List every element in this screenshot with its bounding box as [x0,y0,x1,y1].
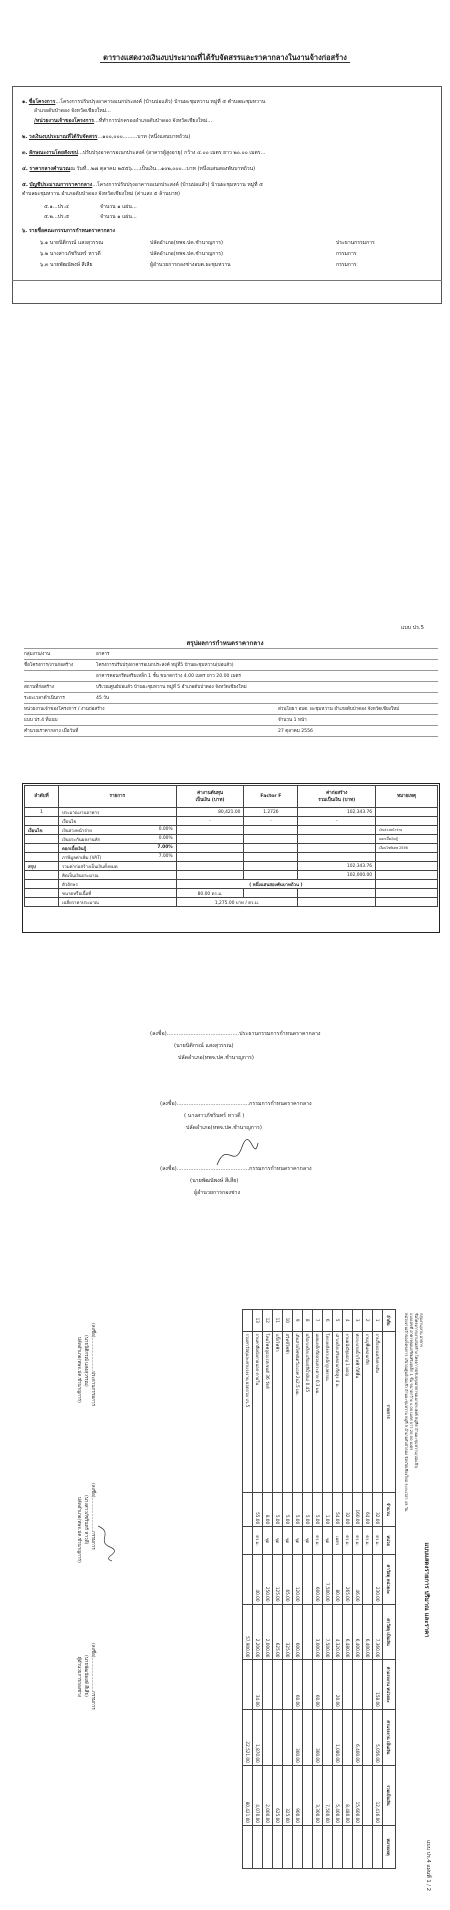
table-cell: ท่อระบายน้ำ/ไฟฟ้าใต้พื้น [353,1331,363,1492]
table-cell: 600.00 [293,1604,303,1660]
table-cell: ชุด [323,1527,333,1555]
page1-title: ตารางแสดงวงเงินงบประมาณที่ได้รับจัดสรรและราคากลางในงานจ้างก่อสร้าง [103,53,347,62]
table-row [263,1310,273,1869]
table-cell [363,1709,373,1765]
table-cell: 900.00 [293,1765,303,1825]
table-cell: ตร.ม. [373,1527,383,1555]
table-cell: 5.00 [303,1492,313,1526]
table-cell: 625.00 [273,1604,283,1660]
table-cell: 230.00 [373,1555,383,1604]
table-cell [243,1492,253,1526]
table-row [303,1310,313,1869]
table-cell: 2,200.00 [253,1604,263,1660]
info-row: ชื่อโครงการ/งานก่อสร้าง โครงการปรับปรุงอาคารอเนกประสงค์ หมู่ที่5 บ้านผะชุมหวาน(บ่อแส้ว) [24,660,438,671]
table-cell: 80,421.00 [243,1765,253,1825]
p1-row-3: ๓. ลักษณะงานโดยสังเขป...ปรับปรุงอาคารอเนกประสงค์ (อาคารผู้สูงอายุ) กว้าง ๔.๐๐ เมตร ยาว ๒๐.๐๐ เมตร... [22,150,266,156]
table-row [363,1310,373,1869]
col-header: หมายเหตุ [376,786,438,808]
info-row: อาคารคอนกรีตเสริมเหล็ก 1 ชั้น ขนาดกว้าง 4.00 เมตร ยาว 20.00 เมตร [24,671,438,682]
table-cell: 250.00 [263,1555,273,1604]
p1-row-1b: อำเภอดับป่าดอง จังหวัดเชียงใหม่... [34,108,111,114]
table-row [323,1310,333,1869]
table-cell: 2 [363,1310,373,1332]
table-row: ดอกเบี้ยเงินกู้ 7.00% เงื่อนไขพิเศษ 2556 [25,844,438,853]
table-cell: โครงหลังคาเหล็กรูปพรรณ [323,1331,333,1492]
table-row: สรุป รวมค่าก่อสร้างเป็นเงินทั้งหมด 102,343.76 [25,862,438,871]
table-cell: เมตร [333,1527,343,1555]
p1-form-1: ๕.๑...ปร.๔ จำนวน ๑ แผ่น... [44,204,137,210]
table-cell [273,1825,283,1868]
info-row: คำนวณราคากลาง เมื่อวันที่ 27 ตุลาคม 2556 [24,726,438,737]
table-cell: 7,360.00 [373,1604,383,1660]
info-row: หน่วยงานเจ้าของโครงการ / งานก่อสร้าง ส่วนโยธา อบต. ผะชุมหวาน อำเภอดับป่าดอง จังหวัดเชียงใหม่ [24,704,438,715]
table-row: ขนาดหรือเนื้อที่ 80.00 ตร.ม. [25,889,438,898]
table-cell: 2,000.00 [263,1604,273,1660]
p1-form-2: ๕.๒...ปร.๕ จำนวน ๑ แผ่น... [44,214,137,220]
table-cell: ตร.ม. [253,1527,263,1555]
p3-signature-1: (ลงชื่อ).......................ประธานกรรมการ (นายนิติกรณ์ แสงสุวรรณ) ปลัดอำเภอ(หพจ.ปค.ชำนาญการ) [76,1323,95,1407]
table-cell [343,1709,353,1765]
table-row: ภาษีมูลค่าเพิ่ม (VAT) 7.00% [25,853,438,862]
col-header: จำนวน [383,1492,396,1526]
table-row [253,1310,263,1869]
table-cell: 5.00 [313,1492,323,1526]
table-cell: 40.00 [253,1555,263,1604]
table-cell: 120.00 [293,1555,303,1604]
table-cell: งานปูพื้นคอนกรีต [363,1331,373,1492]
table-cell: 158.00 [373,1660,383,1709]
table-cell: แผ่นเหล็กรีดลอนกระดาษ 0.3 มม. [313,1331,323,1492]
col-header: รายการ [383,1331,396,1492]
table-cell [303,1825,313,1868]
info-row: สถานที่ก่อสร้าง บริเวณศูนย์บ่อแส้ว บ้านผะชุมหวาน หมู่ที่ 5 อำเภอดับป่าดอง จังหวัดเชียงใหม่ [24,682,438,693]
table-cell [273,1660,283,1709]
table-cell: 160.00 [353,1492,363,1526]
table-cell: 4,320.00 [333,1604,343,1660]
col-header: รวมเป็นเงิน [383,1765,396,1825]
table-row: เฉลี่ยราคาประมาณ 1,275.00 บาท / ตร.ม. [25,898,438,907]
table-cell [333,1825,343,1868]
col-header: ลำดับที่ [25,786,59,808]
table-cell: 5,056.00 [373,1709,383,1765]
p1-row-owner: /หน่วยงานเจ้าของโครงการ...ที่ทำการปกครองอำเภอดับป่าดอง จังหวัดเชียงใหม่... [34,118,213,124]
p3-title: แบบแสดงรายการ ปริมาณ และราคา [423,1542,430,1638]
table-cell [323,1660,333,1709]
p2-info-block [24,648,438,737]
table-cell: ตร.ม. [313,1527,323,1555]
table-row [243,1310,253,1869]
info-row: ระยะเวลาดำเนินการ 45 วัน [24,693,438,704]
table-cell: ชุด [263,1527,273,1555]
info-row: กลุ่มงาน/งาน อาคาร [24,649,438,660]
table-row [333,1310,343,1869]
col-header: ค่างานต้นทุน เป็นเงิน (บาท) [176,786,244,808]
table-cell: 1,080.00 [333,1709,343,1765]
table-cell: 5,400.00 [333,1765,343,1825]
col-header: หน่วย [383,1527,396,1555]
p3-info-block: กลุ่มงาน/งาน อาคาร ชื่อโครงการ/งานก่อสร้าง โครงการปรับปรุงอาคารอเนกประสงค์ หมู่ที่5 บ้านผะชุมหวาน(บ่อแส้ว) แบบเลขที่ อาคารคอนกรีตเสริมเหล็ก 1 ชั้น ขนาดกว้าง 4.00 เมตร ยาว 20.00 เมตร หน่วยงานเจ้าของโครงการ บริเวณศูนย์บ่อแส้ว บ้านผะชุมหวาน หมู่ที่ 5 อำเภอดับป่าดอง จังหวัดเชียงใหม่ ระยะเวลา 45 วัน [404,1313,424,1512]
page-3-rotated [14,1283,436,1897]
p1-row-5: ๕. บัญชีประมาณการราคากลาง...โครงการปรับปรุงอาคารอเนกประสงค์ (บ้านบ่อแส้ว) บ้านผะชุมหวาน หมู่ที่ ๕ [22,182,263,188]
p1-row-5b: ตำบลผะชุมหวาน อำเภอดับป่าดอง จังหวัดเชียงใหม่ (ค่าแสง ๕ ล้านบาท) [22,191,181,197]
p2-summary-table [24,785,438,907]
table-cell [273,1709,283,1765]
table-cell: 80.00 [333,1555,343,1604]
table-cell: 5 [333,1310,343,1332]
table-row: คิดเป็นเงินประมาณ 102,000.00 [25,871,438,880]
table-cell [373,1825,383,1868]
table-cell: 6 [323,1310,333,1332]
p1-row-2: ๒. วงเงินงบประมาณที่ได้รับจัดสรร...๑๐๐,๐๐๐.........บาท (หนึ่งแสนบาทถ้วน) [22,134,191,140]
p2-signature-2: (ลงชื่อ)...........................................กรรมการกำหนดราคากลาง ( นางสาวภัชรินทร์ หาวดี ) ปลัดอำเภอ(หพจ.ปค.ชำนาญการ) [160,1101,312,1131]
table-row [313,1310,323,1869]
table-cell: 7 [313,1310,323,1332]
p2-title: สรุปผลการกำหนดราคากลาง [186,640,264,647]
p1-committee-heading: ๖. รายชื่อคณะกรรมการกำหนดราคากลาง [22,228,116,234]
table-cell: 13 [253,1310,263,1332]
p2-form-code: แบบ ปร.5 [400,625,424,631]
table-cell [283,1709,293,1765]
table-row [293,1310,303,1869]
table-cell: 3 [353,1310,363,1332]
handwritten-signature [212,1135,262,1175]
table-cell: ตร.ม. [343,1527,353,1555]
table-cell: ชุด [273,1527,283,1555]
table-cell: 300.00 [293,1709,303,1765]
table-row: เงื่อนไข เงินล่วงหน้าจ่าย 0.00% เงินล่วงหน้าจ่าย [25,826,438,835]
table-cell [303,1660,313,1709]
table-cell: 32.00 [343,1492,353,1526]
table-cell: 6,400.00 [363,1604,373,1660]
title-underline [100,62,350,63]
table-cell [263,1709,273,1765]
table-cell: 20.00 [333,1660,343,1709]
p3-items-table [242,1309,396,1869]
table-cell [363,1825,373,1868]
table-row [373,1310,383,1869]
table-cell: 64.00 [363,1492,373,1526]
table-cell: 625.00 [273,1765,283,1825]
table-cell: โคมไฟฟลูออเรสเซนต์ 36 วัตต์ [263,1331,273,1492]
table-cell: เสาเหล็กเสริมคอนกรีตสูง 4 ม. [333,1331,343,1492]
table-cell [363,1555,373,1604]
table-cell [243,1555,253,1604]
col-header: หมายเหตุ [383,1825,396,1868]
table-cell [283,1825,293,1868]
table-cell: 32.00 [373,1492,383,1526]
table-cell: 600.00 [313,1555,323,1604]
table-cell: งานทาสีผนังภายนอก-ภายใน [253,1331,263,1492]
table-cell: 7,500.00 [323,1555,333,1604]
table-cell: ชุด [303,1527,313,1555]
col-header: ค่าวัสดุ เป็นเงิน [383,1604,396,1660]
col-header: ลำดับ [383,1310,396,1332]
info-row: แบบ ปร.4 ที่แนบ จำนวน 1 หน้า [24,715,438,726]
table-cell: เดินสายไฟชนิดวีเอเอฟ 2x2.5 มม. [293,1331,303,1492]
table-cell: 12,416.00 [373,1765,383,1825]
table-cell: 265.00 [343,1555,353,1604]
table-cell: 10 [283,1310,293,1332]
table-cell: 1.00 [323,1492,333,1526]
table-cell: 5.00 [283,1492,293,1526]
table-cell: 7,500.00 [323,1604,333,1660]
table-row [353,1310,363,1869]
table-cell: 9 [293,1310,303,1332]
table-cell: บล็อกเหล็กเปลือย(สีน้ำมัน) 0.45 [303,1331,313,1492]
table-cell: 34.00 [253,1660,263,1709]
table-cell: ตร.ม. [363,1527,373,1555]
table-cell: 6,400.00 [353,1604,363,1660]
table-cell: รวมค่าวัสดุและค่าแรงงาน ยอดรวม ปร.5 [243,1331,253,1492]
table-cell [253,1825,263,1868]
p1-committee-1: ๖.๑ นายนิติกรณ์ แสงสุวรรณ ปลัดอำเภอ(หพจ.ปค.ชำนาญการ) ประธานกรรมการ [40,240,375,246]
table-cell [323,1709,333,1765]
table-cell: งานผนังอิฐมอญ 1 มอญ [343,1331,353,1492]
table-cell [353,1660,363,1709]
table-cell [343,1825,353,1868]
table-cell: 12 [263,1310,273,1332]
table-cell [283,1660,293,1709]
table-cell: 1 [373,1310,383,1332]
table-cell: 55.00 [253,1492,263,1526]
handwritten-signature [94,1523,116,1563]
table-cell: ชุด [283,1527,293,1555]
p3-signature-3: (ลงชื่อ).......................กรรมการ (นายพัฒนัพงษ์ สีเสีย) ผู้อำนวยการกองช่าง [76,1643,95,1710]
table-cell [243,1527,253,1555]
table-cell [263,1660,273,1709]
table-cell: 6,400.00 [353,1709,363,1765]
p2-signature-3: (ลงชื่อ)...........................................กรรมการกำหนดราคากลาง (นายพัฒนัพงษ์ สีเสีย) ผู้อำนวยการกองช่าง [160,1166,312,1196]
table-cell: 60.00 [293,1660,303,1709]
col-header: ค่าแรงงาน หน่วยละ [383,1660,396,1709]
table-cell: 15,600.00 [353,1765,363,1825]
table-row [273,1310,283,1869]
table-cell: สวิทช์ไฟฟ้า [283,1331,293,1492]
table-cell [363,1660,373,1709]
page-3 [14,1283,436,1897]
table-cell [303,1709,313,1765]
table-cell [303,1765,313,1825]
table-cell: 4,070.00 [253,1765,263,1825]
table-cell: 65.00 [283,1555,293,1604]
table-cell: 5.00 [273,1492,283,1526]
table-cell: 7,500.00 [323,1765,333,1825]
table-cell [313,1825,323,1868]
p2-signature-1: (ลงชื่อ)...........................................ประธานกรรมการกำหนดราคากลาง (นายนิติกรณ์ แสงสุวรรณ) ปลัดอำเภอ(หพจ.ปค.ชำนาญการ) [150,1031,321,1061]
table-cell [243,1310,253,1332]
table-cell [303,1555,313,1604]
table-cell: 325.00 [283,1765,293,1825]
col-header: รายการ [58,786,176,808]
table-cell: ปลั๊กไฟฟ้า [273,1331,283,1492]
table-row: เงินประกันผลงานหัก 0.00% ดอกเบี้ยเงินกู้ [25,835,438,844]
table-row [343,1310,353,1869]
table-row: ตัวอักษร ( หนึ่งแสนสองพันบาทถ้วน ) [25,880,438,889]
table-cell: 8 [303,1310,313,1332]
table-cell: 46.00 [353,1555,363,1604]
table-cell: ตร.ม. [353,1527,363,1555]
table-cell: 8.00 [263,1492,273,1526]
table-cell: 57,900.00 [243,1604,253,1660]
table-cell: 60.00 [313,1660,323,1709]
table-row: เงื่อนไข - - - [25,817,438,826]
p1-committee-2: ๖.๒ นางสาวภัชรินทร์ หาวดี ปลัดอำเภอ(หพจ.ปค.ชำนาญการ) กรรมการ [40,251,357,257]
table-cell [343,1660,353,1709]
col-header: Factor F [244,786,298,808]
p1-row-1: ๑. ชื่อโครงการ...โครงการปรับปรุงอาคารอเนกประสงค์ (บ้านบ่อแส้ว) บ้านผะชุมหวาน หมู่ที่ ๕ ตำบลผะชุมหวาน [22,99,266,105]
table-cell [363,1765,373,1825]
table-cell [303,1604,313,1660]
col-header: ค่าก่อสร้าง รวมเป็นเงิน (บาท) [298,786,376,808]
p1-row-4: ๔. ราคากลางคำนวณณ วันที่...๒๗ ตุลาคม ๒๕๕๖.....เป็นเงิน...๑๐๒,๐๐๐...บาท (หนึ่งแสนสองพันบาทถ้วน) [22,166,256,172]
table-cell: 5.00 [293,1492,303,1526]
p1-divider [12,280,442,281]
col-header: ค่าวัสดุ หน่วยละ [383,1555,396,1604]
p3-signature-2: (ลงชื่อ).......................กรรมการ (นางสาวภัชรินทร์ หาวดี) ปลัดอำเภอ(หพจ.ปค.ชำนาญการ) [76,1483,95,1563]
col-header: ค่าแรงงาน เป็นเงิน [383,1709,396,1765]
table-cell: ชุด [293,1527,303,1555]
table-cell: 4 [343,1310,353,1332]
table-cell [263,1825,273,1868]
table-cell: 6,480.00 [343,1604,353,1660]
table-cell: 54.00 [333,1492,343,1526]
table-cell [323,1825,333,1868]
table-cell: งานรื้อถอนหลังคาเดิม [373,1331,383,1492]
table-cell: 1,870.00 [253,1709,263,1765]
table-cell: 300.00 [313,1709,323,1765]
table-cell: 3,000.00 [313,1604,323,1660]
table-cell [243,1825,253,1868]
table-cell: 2,000.00 [263,1765,273,1825]
table-cell: 22,521.00 [243,1709,253,1765]
table-cell: 3,300.00 [313,1765,323,1825]
table-cell: 8,480.00 [343,1765,353,1825]
table-cell: 11 [273,1310,283,1332]
table-cell [243,1660,253,1709]
p3-form-code: แบบ ปร.4 แผ่นที่ 1 / 2 [425,1840,431,1891]
table-cell: 325.00 [283,1604,293,1660]
p1-committee-3: ๖.๓ นายพัฒนัพงษ์ สีเสีย ผู้อำนวยการกองช่างอบต.ผะชุมหวาน กรรมการ [40,262,357,268]
table-cell [353,1825,363,1868]
table-cell: 125.00 [273,1555,283,1604]
table-row: 1 ประมาณงานอาคาร 80,421.00 1.2726 102,343.76 [25,808,438,817]
table-row [283,1310,293,1869]
table-cell [293,1825,303,1868]
